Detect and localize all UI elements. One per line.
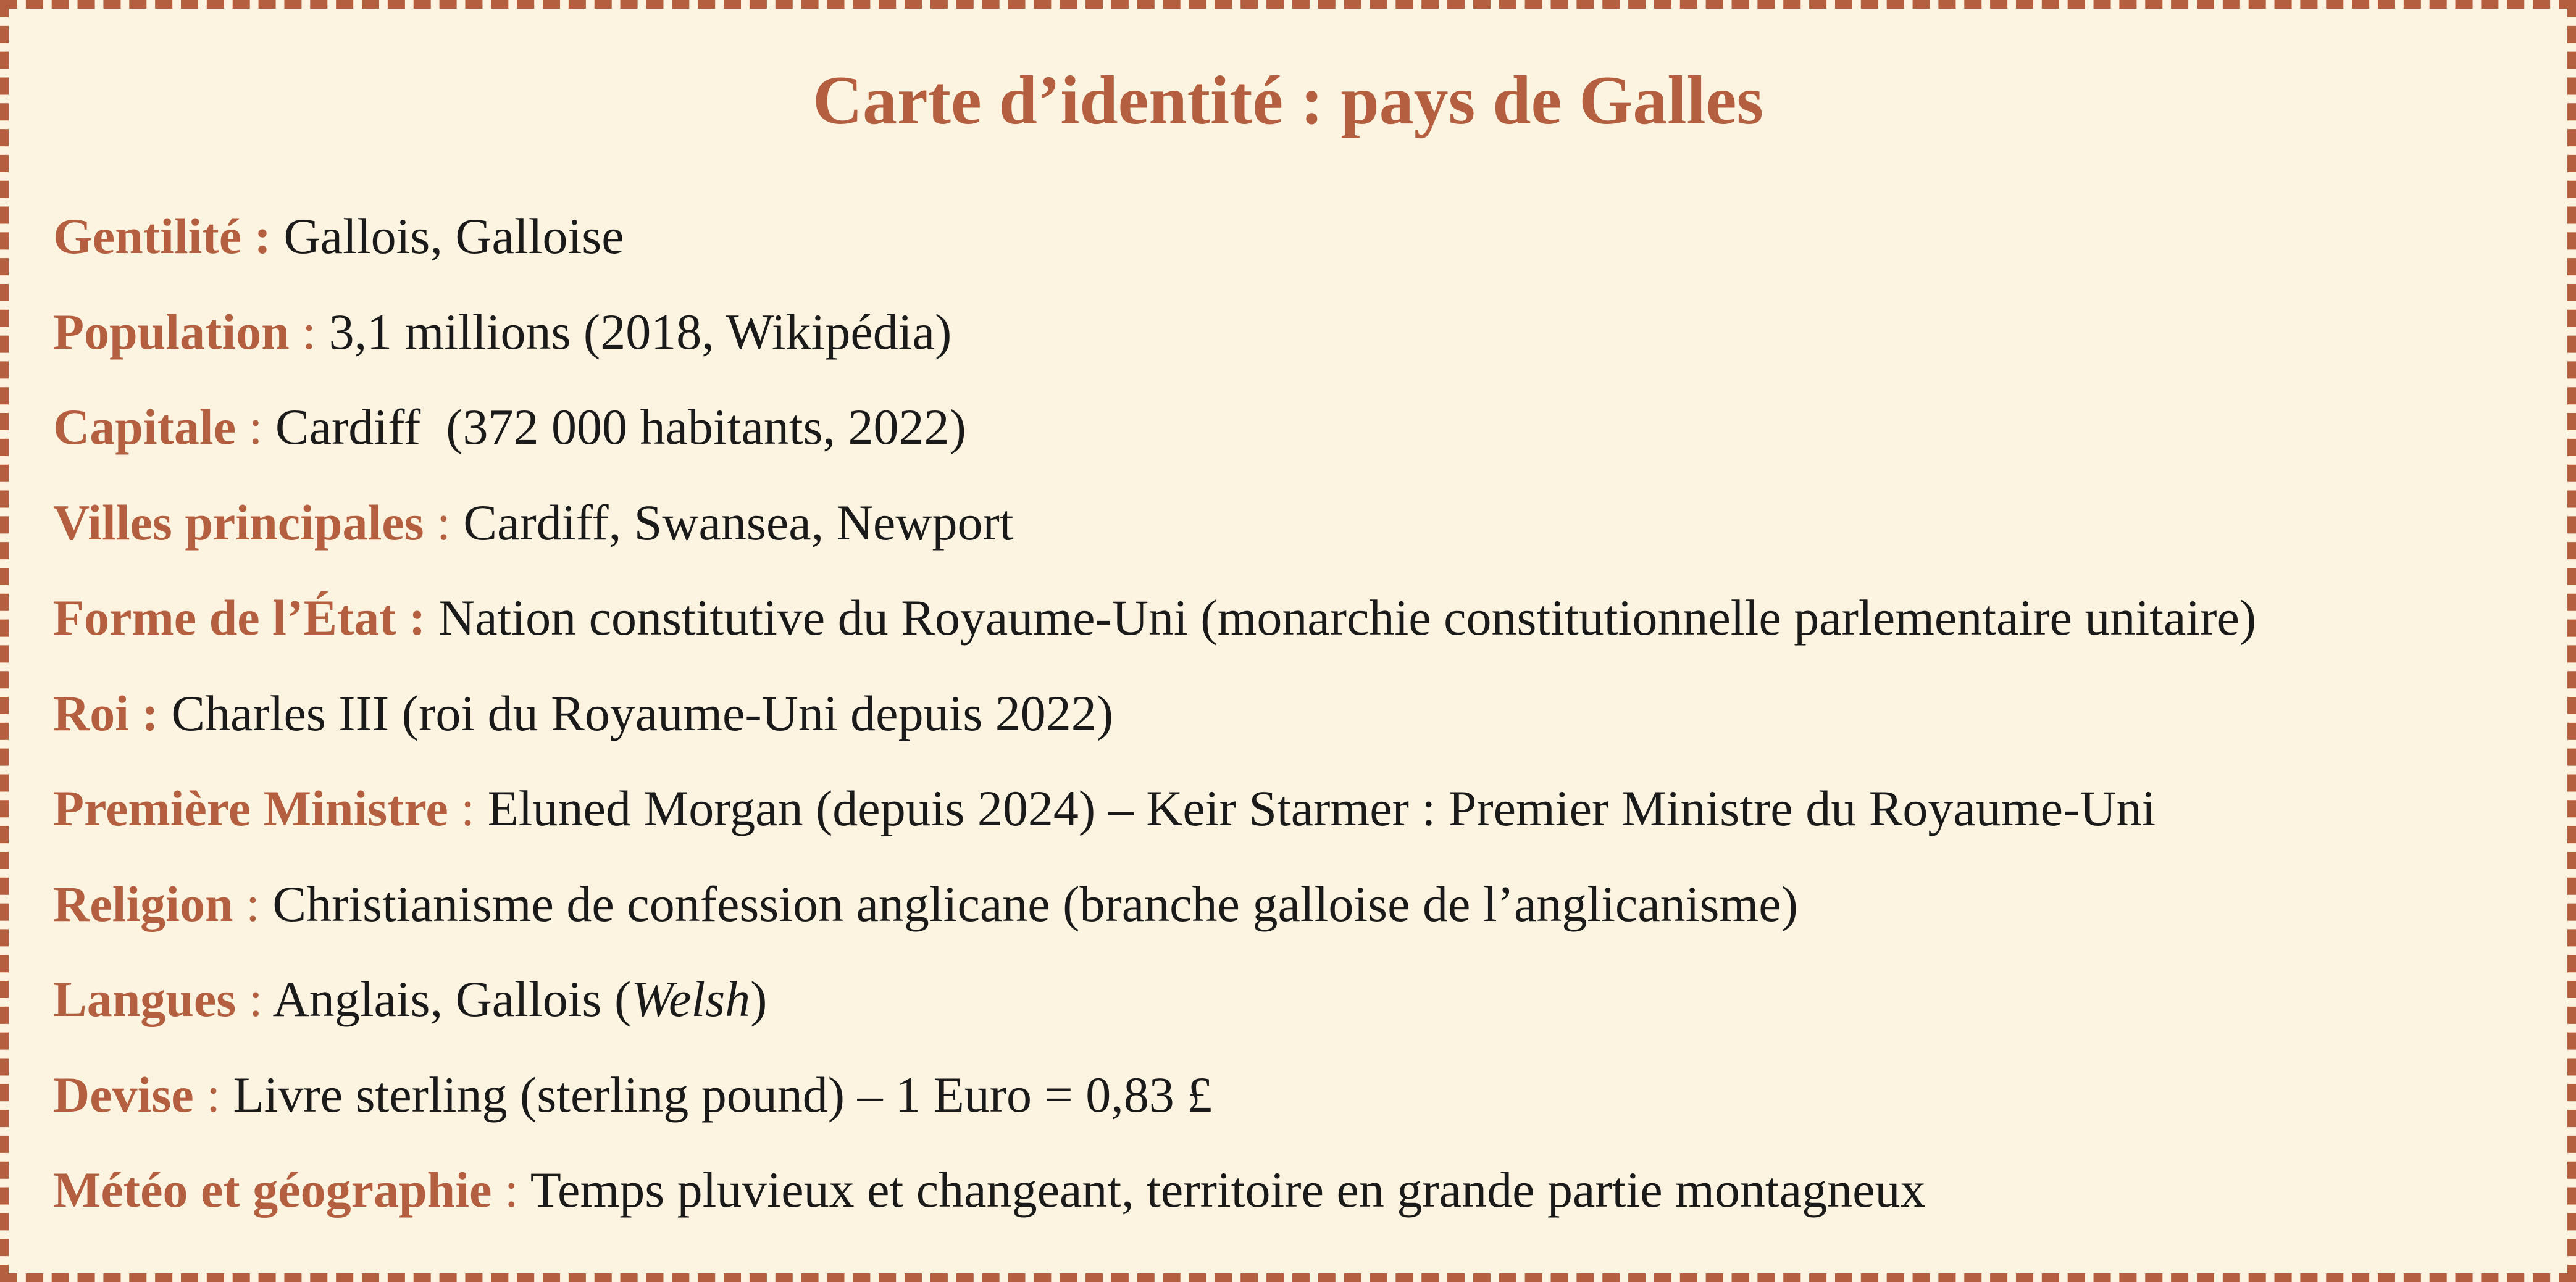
row-separator: : [193, 1066, 233, 1123]
row-separator: : [233, 875, 273, 932]
info-row-premiere-ministre [53, 778, 2543, 874]
row-label: Devise [53, 1066, 194, 1123]
row-separator: : [236, 399, 275, 455]
row-label: Gentilité [53, 208, 242, 264]
row-value-italic: Welsh [631, 971, 751, 1027]
row-value: Eluned Morgan (depuis 2024) – Keir Starmer : Premier Ministre du Royaume-Uni [487, 780, 2156, 836]
card-title: Carte d’identité : pays de Galles [813, 62, 1763, 139]
row-separator: : [448, 780, 488, 836]
info-list [53, 206, 2543, 1255]
info-row-devise [53, 1065, 2543, 1160]
row-value: Livre sterling (sterling pound) – 1 Euro = 0,83 £ [233, 1066, 1213, 1123]
row-value: Temps pluvieux et changeant, territoire en grande partie montagneux [530, 1162, 1926, 1218]
row-value-before: Anglais, Gallois ( [272, 971, 632, 1027]
row-separator: : [236, 971, 273, 1027]
info-row-capitale [53, 397, 2543, 493]
row-separator: : [241, 208, 284, 264]
row-separator: : [424, 494, 464, 551]
row-label: Religion [53, 875, 233, 932]
row-separator: : [289, 303, 329, 360]
row-label: Villes principales [53, 494, 424, 551]
row-separator: : [396, 589, 438, 646]
row-value: Cardiff (372 000 habitants, 2022) [275, 399, 966, 455]
row-value: Nation constitutive du Royaume-Uni (monarchie constitutionnelle parlementaire unitaire) [438, 589, 2257, 646]
row-label: Population [53, 303, 290, 360]
info-row-forme-etat [53, 588, 2543, 683]
row-value: Cardiff, Swansea, Newport [463, 494, 1014, 551]
info-row-meteo-geographie [53, 1160, 2543, 1255]
info-row-langues [53, 969, 2543, 1065]
row-label: Roi [53, 685, 129, 741]
row-label: Capitale [53, 399, 236, 455]
info-row-gentilite [53, 206, 2543, 302]
row-value: Gallois, Galloise [283, 208, 624, 264]
row-separator: : [491, 1162, 530, 1218]
info-row-villes-principales [53, 493, 2543, 588]
row-label: Forme de l’État [53, 589, 396, 646]
row-label: Langues [53, 971, 236, 1027]
info-row-roi [53, 683, 2543, 779]
info-row-religion [53, 874, 2543, 970]
row-label: Première Ministre [53, 780, 448, 836]
row-value: Charles III (roi du Royaume-Uni depuis 2022) [171, 685, 1114, 741]
info-row-population [53, 302, 2543, 398]
row-value-after: ) [750, 971, 767, 1027]
row-value: Christianisme de confession anglicane (branche galloise de l’anglicanisme) [272, 875, 1798, 932]
row-label: Météo et géographie [53, 1162, 492, 1218]
row-value: 3,1 millions (2018, Wikipédia) [328, 303, 952, 360]
row-separator: : [129, 685, 172, 741]
